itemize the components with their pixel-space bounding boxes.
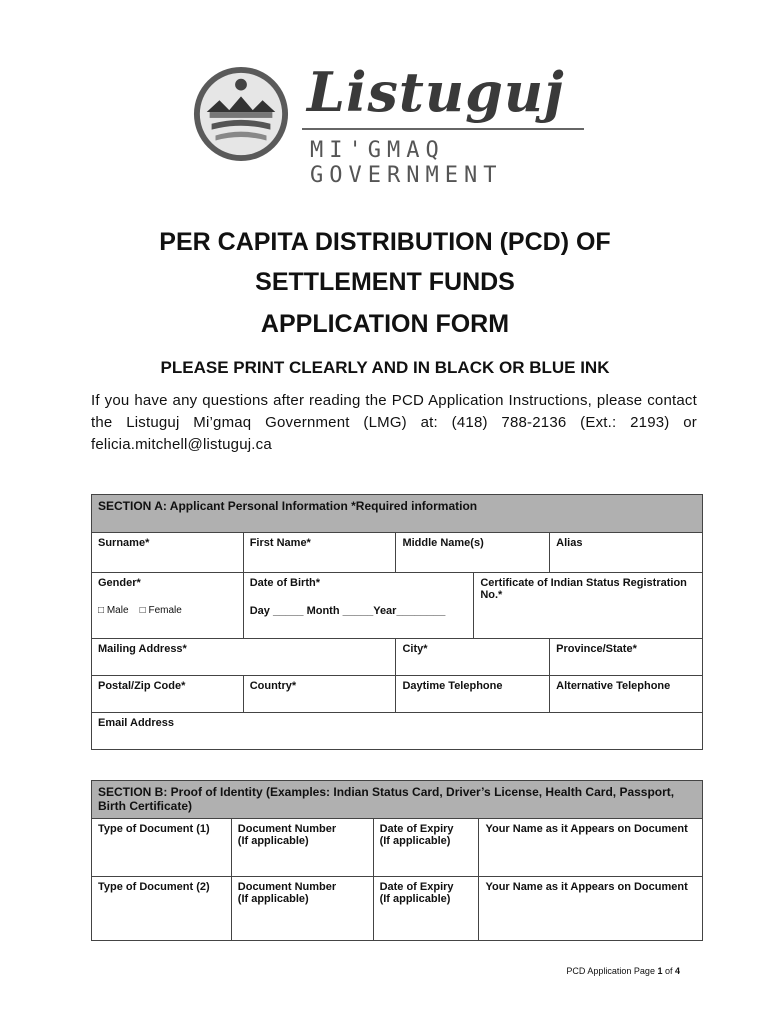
footer-total: 4 (674, 966, 680, 976)
dob-field[interactable] (243, 573, 474, 639)
status-cert-field[interactable]: Certificate of Indian Status Registration No.* (474, 573, 703, 639)
doc1-type-field[interactable]: Type of Document (1) (92, 819, 232, 877)
gender-field (92, 573, 244, 639)
alias-field[interactable]: Alias (550, 533, 703, 573)
section-a-header: SECTION A: Applicant Personal Information *Required information (92, 495, 703, 533)
footer-page: 1 (657, 966, 663, 976)
logo-subtitle: MI'GMAQ GOVERNMENT (310, 138, 503, 188)
female-checkbox[interactable]: □ Female (139, 605, 182, 616)
gender-label: Gender* (98, 577, 141, 589)
title-line-1: PER CAPITA DISTRIBUTION (PCD) OF (159, 228, 611, 256)
mailing-address-field[interactable]: Mailing Address* (92, 639, 396, 676)
footer-of: of (662, 966, 675, 976)
document-title (0, 222, 770, 302)
first-name-field[interactable]: First Name* (243, 533, 396, 573)
seal-icon (192, 65, 290, 163)
title-line-2: SETTLEMENT FUNDS (255, 268, 515, 296)
footer-prefix: PCD Application Page (566, 966, 658, 976)
if-applicable-label: (If applicable) (379, 835, 451, 847)
if-applicable-label: (If applicable) (237, 835, 309, 847)
doc2-expiry-field[interactable] (373, 877, 479, 941)
print-instruction: PLEASE PRINT CLEARLY AND IN BLACK OR BLUE INK (160, 358, 610, 377)
doc2-name-field[interactable]: Your Name as it Appears on Document (479, 877, 703, 941)
country-field[interactable]: Country* (243, 676, 396, 713)
form-title: APPLICATION FORM (260, 310, 510, 338)
if-applicable-label: (If applicable) (237, 893, 309, 905)
doc2-type-field[interactable]: Type of Document (2) (92, 877, 232, 941)
male-label: Male (106, 605, 129, 616)
logo-wordmark: Listuguj (307, 60, 565, 124)
alt-phone-field[interactable]: Alternative Telephone (550, 676, 703, 713)
if-applicable-label: (If applicable) (379, 893, 451, 905)
province-field[interactable]: Province/State* (550, 639, 703, 676)
doc-number-label: Document Number (237, 823, 337, 835)
lmg-logo (192, 60, 592, 188)
section-b-table (91, 780, 703, 941)
expiry-label: Date of Expiry (379, 881, 454, 893)
email-field[interactable]: Email Address (92, 713, 703, 750)
city-field[interactable]: City* (396, 639, 550, 676)
postal-field[interactable]: Postal/Zip Code* (92, 676, 244, 713)
doc1-number-field[interactable] (231, 819, 373, 877)
dob-label: Date of Birth* (249, 577, 320, 589)
daytime-phone-field[interactable]: Daytime Telephone (396, 676, 550, 713)
surname-field[interactable]: Surname* (92, 533, 244, 573)
section-b-header: SECTION B: Proof of Identity (Examples: Indian Status Card, Driver’s License, Health Card, Passport, Birth Certificate) (92, 781, 703, 819)
doc1-name-field[interactable]: Your Name as it Appears on Document (479, 819, 703, 877)
expiry-label: Date of Expiry (379, 823, 454, 835)
doc2-number-field[interactable] (231, 877, 373, 941)
logo-underline (302, 128, 584, 130)
page-footer (566, 966, 680, 976)
male-checkbox[interactable]: □ Male (98, 605, 129, 616)
middle-name-field[interactable]: Middle Name(s) (396, 533, 550, 573)
intro-text: If you have any questions after reading the PCD Application Instructions, please contact the Listuguj Mi’gmaq Government (LMG) at: (418) 788-2136 (Ext.: 2193) or felicia.mitchell@listuguj.ca (91, 392, 697, 453)
dob-format: Day _____ Month _____Year________ (249, 605, 446, 617)
female-label: Female (148, 605, 182, 616)
section-a-table (91, 494, 703, 750)
doc1-expiry-field[interactable] (373, 819, 479, 877)
doc-number-label: Document Number (237, 881, 337, 893)
